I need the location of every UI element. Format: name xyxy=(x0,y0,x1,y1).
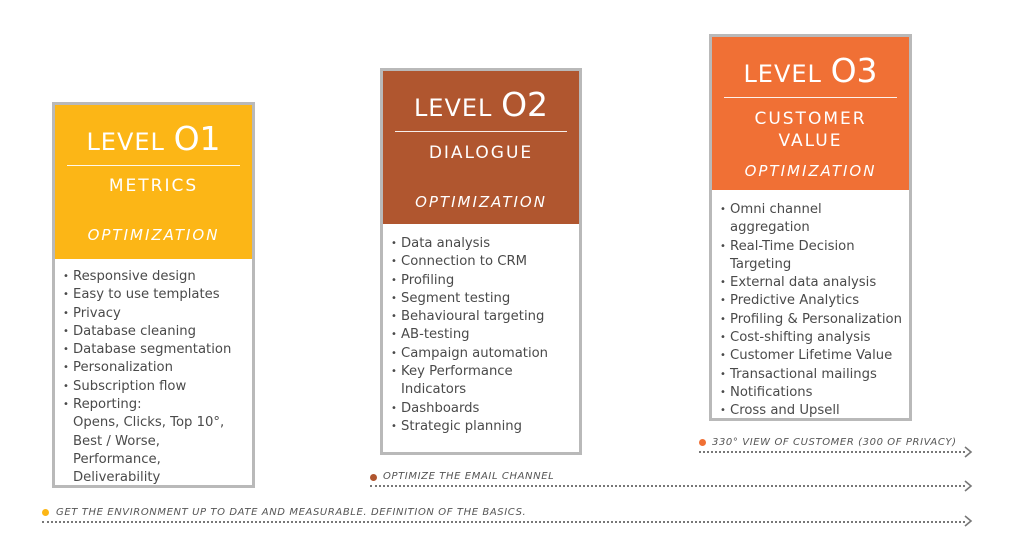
chevron-right-icon xyxy=(962,515,974,527)
level-03-label: LEVEL xyxy=(743,60,822,88)
list-item: • Key Performance Indicators xyxy=(391,363,575,400)
list-item: • Cost-shifting analysis xyxy=(720,329,905,347)
timeline-line-level-02 xyxy=(370,485,965,487)
timeline-dot-level-01 xyxy=(42,509,49,516)
list-item: • AB-testing xyxy=(391,326,575,344)
timeline-dot-level-02 xyxy=(370,474,377,481)
level-02-divider xyxy=(395,131,567,132)
level-03-divider xyxy=(724,97,897,98)
level-03-number: O3 xyxy=(830,51,878,90)
level-02-label: LEVEL xyxy=(413,94,493,122)
level-01-header xyxy=(55,105,252,259)
list-item: • Responsive design xyxy=(63,268,248,286)
timeline-line-level-03 xyxy=(699,451,965,453)
timeline-label-level-01: GET THE ENVIRONMENT UP TO DATE AND MEASURABLE. DEFINITION OF THE BASICS. xyxy=(56,507,527,518)
list-item: • Campaign automation xyxy=(391,345,575,363)
list-item: • Data analysis xyxy=(391,235,575,253)
level-02-header xyxy=(383,71,579,224)
list-item: • Behavioural targeting xyxy=(391,308,575,326)
level-03-optimization: OPTIMIZATION xyxy=(744,162,877,180)
level-01-number: O1 xyxy=(173,119,221,158)
level-01-list xyxy=(63,268,248,488)
level-01-subtitle: METRICS xyxy=(108,176,199,196)
level-02-optimization: OPTIMIZATION xyxy=(415,193,547,211)
level-02-list xyxy=(391,235,575,436)
list-item: • Reporting: Opens, Clicks, Top 10°, Best / Worse, Performance, Deliverability xyxy=(63,396,248,487)
timeline-label-level-02: OPTIMIZE THE EMAIL CHANNEL xyxy=(383,471,555,482)
list-item: • Predictive Analytics xyxy=(720,292,905,310)
list-item: • Customer Lifetime Value xyxy=(720,347,905,365)
list-item: • External data analysis xyxy=(720,274,905,292)
list-item: • Omni channel aggregation xyxy=(720,201,905,238)
chevron-right-icon xyxy=(962,480,974,492)
level-02-title xyxy=(383,85,579,124)
list-item: • Easy to use templates xyxy=(63,286,248,304)
level-02-subtitle: DIALOGUE xyxy=(428,143,534,163)
list-item: • Personalization xyxy=(63,359,248,377)
list-item: • Strategic planning xyxy=(391,418,575,436)
level-03-header xyxy=(712,37,909,190)
list-item: • Transactional mailings xyxy=(720,366,905,384)
list-item: • Subscription flow xyxy=(63,378,248,396)
list-item: • Database cleaning xyxy=(63,323,248,341)
timeline-dot-level-03 xyxy=(699,439,706,446)
level-01-card xyxy=(52,102,255,488)
level-02-card xyxy=(380,68,582,455)
level-03-title xyxy=(712,51,909,90)
level-03-subtitle: CUSTOMER VALUE xyxy=(754,109,867,151)
timeline-line-level-01 xyxy=(42,521,965,523)
list-item: • Segment testing xyxy=(391,290,575,308)
list-item: • Connection to CRM xyxy=(391,253,575,271)
level-01-title xyxy=(55,119,252,158)
list-item: • Real-Time Decision Targeting xyxy=(720,238,905,275)
list-item: • Dashboards xyxy=(391,400,575,418)
list-item: • Profiling xyxy=(391,272,575,290)
level-01-label: LEVEL xyxy=(86,128,165,156)
level-03-card xyxy=(709,34,912,421)
level-02-number: O2 xyxy=(501,85,549,124)
list-item: • Database segmentation xyxy=(63,341,248,359)
chevron-right-icon xyxy=(962,446,974,458)
level-01-divider xyxy=(67,165,240,166)
timeline-label-level-03: 330° VIEW OF CUSTOMER (300 OF PRIVACY) xyxy=(712,437,957,448)
list-item: • Cross and Upsell xyxy=(720,402,905,420)
list-item: • Privacy xyxy=(63,305,248,323)
list-item: • Notifications xyxy=(720,384,905,402)
level-01-optimization: OPTIMIZATION xyxy=(87,226,220,244)
list-item: • Profiling & Personalization xyxy=(720,311,905,329)
level-03-list xyxy=(720,201,905,421)
